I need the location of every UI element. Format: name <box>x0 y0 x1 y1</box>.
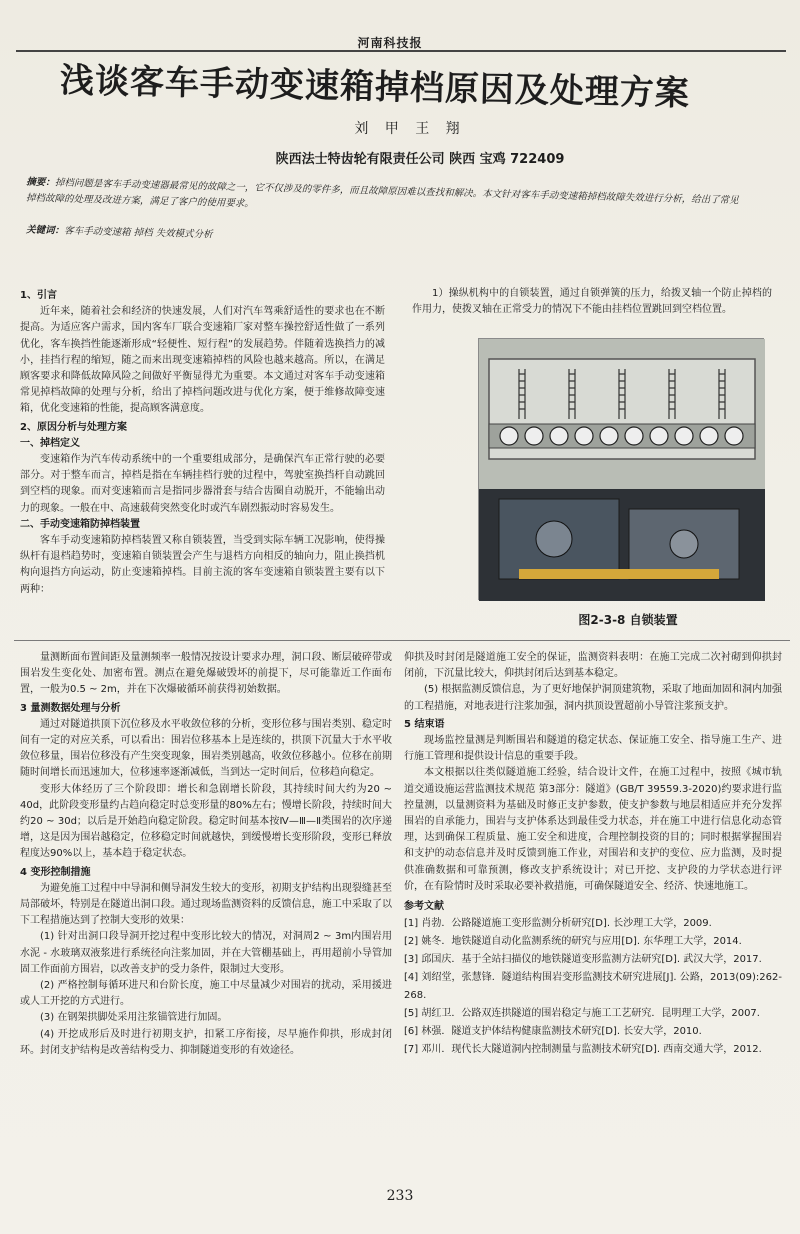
gearbox-drawing-image <box>479 339 765 601</box>
subheading-definition: 一、掉档定义 <box>20 437 80 449</box>
page-number: 233 <box>386 1188 414 1204</box>
bottom-left-column <box>20 650 392 1059</box>
paragraph-measurement: 量测断面布置间距及量测频率一般情况按设计要求办理，洞口段、断层破碎带或围岩发生变化处、加密布置。测点在避免爆破毁坏的前提下，尽可能靠近工作面布置，一般为0.5 ~ 2m，并在下次爆破循环前获得初始数据。 <box>20 652 392 696</box>
paragraph-4a: 为避免施工过程中中导洞和侧导洞发生较大的变形，初期支护结构出现裂缝甚至局部破坏，特别是在隧道出洞口段。通过现场监测资料的反馈信息，施工中采取了以下工程措施达到了控制大变形的效果： <box>20 882 392 927</box>
section-heading-4: 4 变形控制措施 <box>20 866 91 878</box>
section-divider <box>14 640 790 641</box>
reference-item: [5] 胡红卫．公路双连拱隧道的围岩稳定与施工工艺研究．昆明理工大学，2007. <box>404 1008 760 1020</box>
paragraph-5a: 现场监控量测是判断围岩和隧道的稳定状态、保证施工安全、指导施工生产、进行施工管理和提供设计信息的重要手段。 <box>404 735 782 763</box>
header-rule <box>16 50 786 52</box>
bottom-right-column <box>404 650 782 1059</box>
abstract-text: 掉档问题是客车手动变速器最常见的故障之一，它不仅涉及的零件多，而且故障原因难以查找和解决。本文针对客车手动变速箱掉档故障失效进行分析，给出了常见掉档故障的处理及改进方案，满足了客户的使用要求。 <box>25 177 739 210</box>
section-heading-analysis: 2、原因分析与处理方案 <box>20 421 127 433</box>
keywords-label: 关键词： <box>25 224 65 237</box>
reference-item: [6] 林强．隧道支护体结构健康监测技术研究[D]. 长安大学，2010. <box>404 1026 702 1038</box>
paragraph-5b: 本文根据以往类似隧道施工经验，结合设计文件，在施工过程中，按照《城市轨道交通设施运营监测技术规范 第3部分：隧道》(GB/T 39559.3-2020)约要求进行监控量测，以量测资料为基础及时修正支护参数，使支护参数与地层相适应并充分发挥围岩的自承能力，围岩与支护体系达到最佳受力状态，并在施工中进行信息化动态管理，达到确保工程质量、施工安全和进度，合理控制投资的目的；同时根据掌握围岩和支护的动态信息并及时反馈到施工作业，对围岩和支护的变位、应力监测，及时提供准确数据和可靠预测，修改支护系统设计；对已开挖、支护段的力学状态进行评价，在有险情时及时采取必要补救措施，可确保隧道安全、经济、快速地施工。 <box>404 767 782 892</box>
paragraph-4b: (1) 针对出洞口段导洞开挖过程中变形比较大的情况，对洞周2 ~ 3m内围岩用水泥 - 水玻璃双液浆进行系统径向注浆加固，并在大管棚基础上，再用超前小导管加固工作面前方围岩，以改善支护的受力条件，限制过大变形。 <box>20 931 392 975</box>
journal-name: 河南科技报 <box>357 36 423 50</box>
paragraph-invert-arch: 仰拱及时封闭是隧道施工安全的保证，监测资料表明：在施工完成二次衬砌到仰拱封闭前，下沉量比较大，仰拱封闭后达到基本稳定。 <box>404 652 782 680</box>
subheading-prevention: 二、手动变速箱防掉档装置 <box>20 518 140 530</box>
references-heading: 参考文献 <box>404 901 444 913</box>
left-column <box>20 286 385 598</box>
reference-item: [3] 邱国庆．基于全站扫描仪的地铁隧道变形监测方法研究[D]. 武汉大学，2017. <box>404 954 762 966</box>
paragraph-4c: (2) 严格控制每循环进尺和台阶长度，施工中尽量减少对围岩的扰动，采用援进或人工开挖的方式进行。 <box>20 980 392 1008</box>
paragraph-intro: 近年来，随着社会和经济的快速发展，人们对汽车驾乘舒适性的要求也在不断提高。为适应客户需求，国内客车厂联合变速箱厂家对整车操控舒适性做了一系列优化，客车换挡性能逐渐形成“轻便性、短行程”的发展趋势。伴随着选换挡力的减小，挂挡行程的缩短，随之而来出现变速箱掉档的风险也越来越高。所以，在满足顾客要求和降低故障风险之间做好平衡显得尤为重要。本文通过对客车手动变速箱常见掉档故障的处理与分析，给出了掉档问题改进与优化方案，便于维修故障变速箱，优化变速箱的性能，提高顾客满意度。 <box>20 306 385 415</box>
figure-caption: 图2-3-8 自锁装置 <box>578 613 678 627</box>
paragraph-item1: 1）操纵机构中的自锁装置，通过自锁弹簧的压力，给拨叉轴一个防止掉档的作用力，使拨叉轴在正常受力的情况下不能由挂档位置跳回到空档位置。 <box>412 288 772 316</box>
section-heading-intro: 1、引言 <box>20 290 57 301</box>
abstract <box>26 175 747 226</box>
reference-item: [4] 刘绍堂，张慧锋．隧道结构围岩变形监测技术研究进展[J]. 公路，2013(09):262-268. <box>404 972 782 1002</box>
self-lock-device-figure <box>478 338 764 600</box>
paragraph-4d: (3) 在钢架拱脚处采用注浆锚管进行加固。 <box>40 1012 228 1024</box>
paragraph-prevention: 客车手动变速箱防掉档装置又称自锁装置，当受到实际车辆工况影响，使得操纵杆有退档趋势时，变速箱自锁装置会产生与退档方向相反的轴向力，阻止换挡机构向退挡方向运动，防止变速箱掉档。目前主流的客车变速箱自锁装置主要有以下两种： <box>20 535 385 595</box>
section-heading-5: 5 结束语 <box>404 718 445 730</box>
paragraph-4e: (4) 开挖成形后及时进行初期支护，扣紧工序衔接，尽早施作仰拱，形成封闭环。封闭支护结构是改善结构受力、抑制隧道变形的有效途径。 <box>20 1028 392 1056</box>
paragraph-3b: 变形大体经历了三个阶段即：增长和急剧增长阶段，其持续时间大约为20 ~ 40d，此阶段变形量约占趋向稳定时总变形量的80%左右；慢增长阶段，持续时间大约20 ~ 30d；以后是开始趋向稳定阶段。稳定时间基本按Ⅳ—Ⅲ—Ⅱ类围岩的次序递增，这是因为围岩越稳定，位移稳定时间就越快，到缓慢增长变形阶段，变形已释放程度达90%以上，基本趋于稳定状态。 <box>20 783 392 860</box>
reference-item: [2] 姚冬．地铁隧道自动化监测系统的研究与应用[D]. 东华理工大学，2014. <box>404 936 742 948</box>
paragraph-3a: 通过对隧道拱顶下沉位移及水平收敛位移的分析，变形位移与围岩类别、稳定时间有一定的对应关系，可以看出：围岩位移基本上是连续的，拱顶下沉量大于水平收敛位移量，围岩位移没有产生突变现象，围岩类别越高，收敛位移越小。位移在前期随时间增长而迅速加大，位移速率逐渐减低，当到达一定时间后，位移趋向稳定。 <box>20 718 392 779</box>
keywords <box>26 221 526 248</box>
article-authors: 刘 甲 王 翔 <box>354 121 466 137</box>
reference-item: [7] 邓川．现代长大隧道洞内控制测量与监测技术研究[D]. 西南交通大学，2012. <box>404 1044 762 1056</box>
section-heading-3: 3 量测数据处理与分析 <box>20 702 121 714</box>
abstract-label: 摘要： <box>26 176 55 189</box>
article-title: 浅谈客车手动变速箱掉档原因及处理方案 <box>59 60 691 114</box>
paragraph-definition: 变速箱作为汽车传动系统中的一个重要组成部分，是确保汽车正常行驶的必要部分。对于整车而言，掉档是指在车辆挂档行驶的过程中，驾驶室换挡杆自动跳回到空档的现象。而对变速箱而言是指同步器滑套与结合齿圈自动脱开，不能输出动力的现象。一般在中、高速载荷突然变化时或汽车剧烈振动时容易发生。 <box>20 454 385 514</box>
keywords-text: 客车手动变速箱 掉档 失效模式分析 <box>63 225 213 241</box>
paragraph-5-measure: (5) 根据监测反馈信息，为了更好地保护洞顶建筑物，采取了地面加固和洞内加强的工程措施，对地表进行注浆加强，洞内拱顶设置超前小导管注浆预支护。 <box>404 684 782 712</box>
author-affiliation: 陕西法士特齿轮有限责任公司 陕西 宝鸡 722409 <box>275 152 565 167</box>
right-column-top <box>412 286 772 318</box>
reference-item: [1] 肖勃．公路隧道施工变形监测分析研究[D]. 长沙理工大学，2009. <box>404 918 712 930</box>
